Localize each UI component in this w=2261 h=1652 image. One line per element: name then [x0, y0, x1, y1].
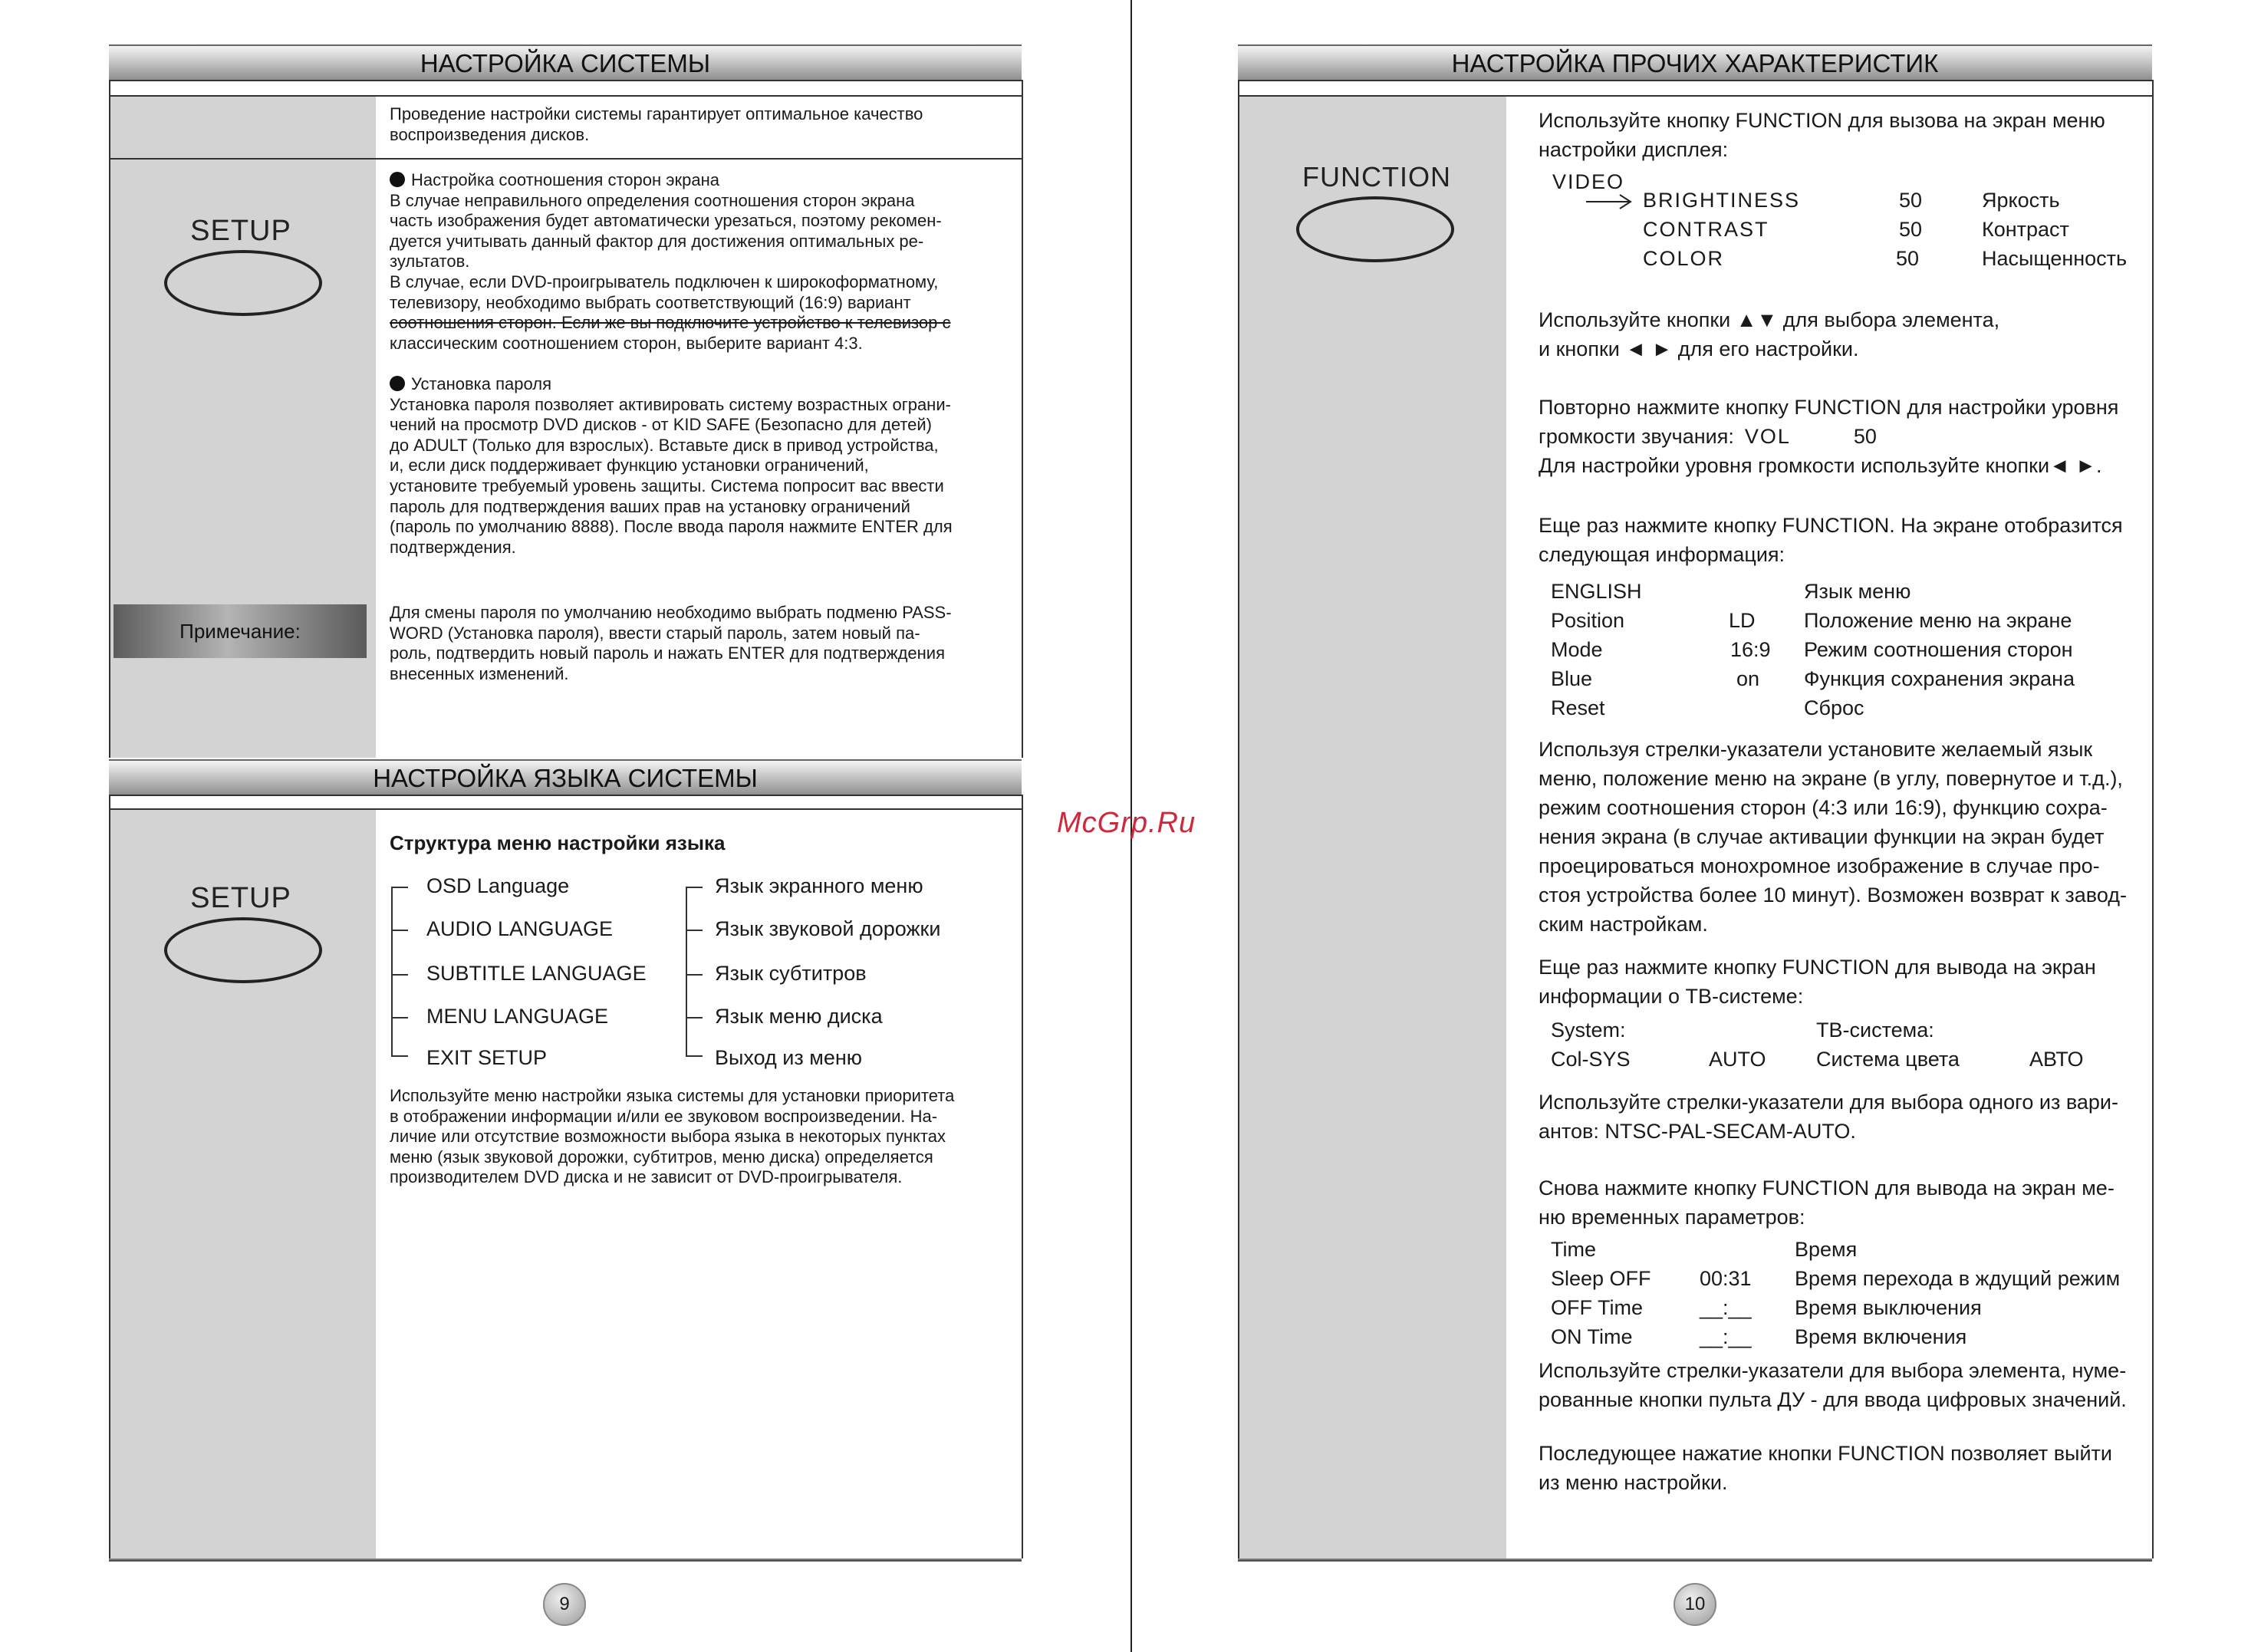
- text-line: Используйте кнопку FUNCTION для вызова на экран меню: [1539, 109, 2105, 132]
- language-settings-title: НАСТРОЙКА ЯЗЫКА СИСТЕМЫ: [373, 764, 758, 792]
- setup-button-icon: [164, 917, 322, 983]
- text-line: Используйте стрелки-указатели для выбора одного из вари-: [1539, 1091, 2118, 1114]
- text-line: производителем DVD диска и не зависит от DVD-проигрывателя.: [390, 1167, 903, 1187]
- colsys-label: Col-SYS: [1551, 1048, 1631, 1071]
- text-line: Для смены пароля по умолчанию необходимо выбрать подменю PASS-: [390, 603, 952, 622]
- text-line: Используйте меню настройки языка системы для установки приоритета: [390, 1086, 955, 1105]
- text-line: Установка пароля позволяет активировать систему возрастных ограни-: [390, 394, 951, 414]
- paragraph: [1539, 1439, 2152, 1497]
- text-line: стоя устройства более 10 минут). Возможен возврат к завод-: [1539, 884, 2127, 907]
- text-line: классическим соотношением сторон, выберите вариант 4:3.: [390, 333, 863, 353]
- other-settings-title: НАСТРОЙКА ПРОЧИХ ХАРАКТЕРИСТИК: [1451, 49, 1939, 77]
- aspect-section: [390, 170, 1019, 354]
- text-line: Используйте стрелки-указатели для выбора элемента, нуме-: [1539, 1359, 2127, 1382]
- setup-button-icon: [164, 250, 322, 316]
- tree-line: [391, 887, 393, 1055]
- page-number: 9: [543, 1583, 586, 1626]
- tree-line: [686, 1055, 703, 1057]
- paragraph: [1539, 1356, 2152, 1414]
- text-line: ню временных параметров:: [1539, 1206, 1805, 1229]
- colsys-value: AUTO: [1709, 1048, 1766, 1071]
- system-settings-title: НАСТРОЙКА СИСТЕМЫ: [420, 49, 711, 77]
- text-line: информации о ТВ-системе:: [1539, 985, 1804, 1008]
- struck-text-line: соотношения сторон. Если же вы подключите устройство к телевизор с: [390, 313, 951, 333]
- text-line: режим соотношения сторон (4:3 или 16:9), функцию сохра-: [1539, 796, 2108, 819]
- text-line: Еще раз нажмите кнопку FUNCTION. На экране отобразится: [1539, 514, 2123, 537]
- vol-label: VOL: [1744, 425, 1791, 448]
- colsys-ru: Система цвета: [1816, 1048, 1960, 1071]
- contrast-value: 50: [1899, 218, 1923, 241]
- text-line: Используя стрелки-указатели установите желаемый язык: [1539, 738, 2093, 761]
- osd-blue-value: on: [1736, 667, 1760, 690]
- menu-item-subtitle-language-ru: Язык субтитров: [715, 962, 867, 985]
- text-line: подтверждения.: [390, 537, 516, 557]
- text-line: В случае неправильного определения соотношения сторон экрана: [390, 190, 915, 210]
- paragraph: [1539, 1088, 2152, 1146]
- osd-blue-ru: Функция сохранения экрана: [1804, 667, 2075, 690]
- brightness-value: 50: [1899, 189, 1923, 212]
- watermark: McGrp.Ru: [1057, 807, 1196, 839]
- text-line: до ADULT (Только для взрослых). Вставьте диск в привод устройства,: [390, 435, 939, 455]
- tree-line: [391, 887, 408, 888]
- password-section: [390, 374, 1019, 558]
- paragraph: [1539, 1173, 2152, 1232]
- text-line: настройки дисплея:: [1539, 138, 1729, 161]
- text-line: зультатов.: [390, 252, 470, 271]
- time-ru: Время: [1795, 1238, 1858, 1261]
- text-line: WORD (Установка пароля), ввести старый пароль, затем новый па-: [390, 623, 920, 643]
- on-time-ru: Время включения: [1795, 1325, 1967, 1348]
- on-time-label: ON Time: [1551, 1325, 1633, 1348]
- tree-line: [686, 1017, 703, 1019]
- menu-item-osd-language: OSD Language: [426, 874, 570, 897]
- text-line: роль, подтвердить новый пароль и нажать ENTER для подтверждения: [390, 643, 946, 663]
- osd-reset-label: Reset: [1551, 696, 1605, 719]
- color-ru: Насыщенность: [1982, 247, 2128, 270]
- paragraph: [1539, 735, 2152, 939]
- osd-blue-label: Blue: [1551, 667, 1593, 690]
- menu-item-audio-language-ru: Язык звуковой дорожки: [715, 917, 941, 940]
- setup-button-label: SETUP: [190, 215, 291, 247]
- text-line: Повторно нажмите кнопку FUNCTION для настройки уровня: [1539, 396, 2119, 419]
- intro-text: Проведение настройки системы гарантирует оптимальное качество воспроизведения дисков.: [390, 104, 923, 144]
- brightness-label: BRIGHTINESS: [1643, 189, 1801, 212]
- divider: [109, 158, 1022, 160]
- osd-reset-ru: Сброс: [1804, 696, 1864, 719]
- text-line: В случае, если DVD-проигрыватель подключен к широкоформатному,: [390, 271, 939, 291]
- tree-line: [391, 974, 408, 976]
- language-settings-header: [109, 759, 1022, 796]
- sleep-off-value: 00:31: [1700, 1267, 1752, 1290]
- text-line: антов: NTSC-PAL-SECAM-AUTO.: [1539, 1120, 1856, 1143]
- text-line: часть изображения будет автоматически урезаться, поэтому рекомен-: [390, 211, 942, 231]
- note-label: Примечание:: [114, 604, 367, 658]
- text-line: Последующее нажатие кнопки FUNCTION позволяет выйти: [1539, 1442, 2112, 1465]
- text-line: личие или отсутствие возможности выбора языка в некоторых пунктах: [390, 1127, 946, 1147]
- text-line: рованные кнопки пульта ДУ - для ввода цифровых значений.: [1539, 1388, 2127, 1411]
- page-number: 10: [1674, 1583, 1716, 1626]
- page-bottom-border: [109, 1558, 1022, 1562]
- divider: [1238, 95, 2152, 97]
- function-button-icon: [1296, 196, 1454, 262]
- osd-english-label: ENGLISH: [1551, 580, 1642, 603]
- paragraph: [1539, 393, 2152, 480]
- divider: [109, 808, 1022, 810]
- text-line: и кнопки ◄ ► для его настройки.: [1539, 337, 1859, 360]
- color-value: 50: [1896, 247, 1920, 270]
- contrast-ru: Контраст: [1982, 218, 2069, 241]
- osd-position-value: LD: [1729, 609, 1756, 632]
- setup-button-label: SETUP: [190, 882, 291, 914]
- paragraph: [1539, 953, 2152, 1011]
- menu-item-exit-setup-ru: Выход из меню: [715, 1046, 862, 1069]
- text-line: нения экрана (в случае активации функции на экран будет: [1539, 825, 2105, 848]
- osd-mode-label: Mode: [1551, 638, 1603, 661]
- osd-english-ru: Язык меню: [1804, 580, 1911, 603]
- text-line: Еще раз нажмите кнопку FUNCTION для вывода на экран: [1539, 956, 2096, 979]
- sleep-off-ru: Время перехода в ждущий режим: [1795, 1267, 2121, 1290]
- off-time-label: OFF Time: [1551, 1296, 1643, 1319]
- video-label: VIDEO: [1552, 170, 1625, 193]
- other-settings-header: [1238, 44, 2152, 81]
- password-title: Установка пароля: [411, 374, 551, 393]
- tree-line: [686, 887, 687, 1055]
- text-line: следующая информация:: [1539, 543, 1785, 566]
- arrow-right-icon: [1586, 193, 1635, 210]
- text-line: установите требуемый уровень защиты. Система попросит вас ввести: [390, 476, 944, 495]
- system-ru: ТВ-система:: [1816, 1019, 1934, 1042]
- on-time-value: __:__: [1700, 1325, 1752, 1348]
- menu-item-menu-language-ru: Язык меню диска: [715, 1005, 883, 1028]
- text-line: из меню настройки.: [1539, 1471, 1728, 1494]
- osd-mode-ru: Режим соотношения сторон: [1804, 638, 2073, 661]
- function-button-label: FUNCTION: [1302, 161, 1451, 193]
- menu-item-menu-language: MENU LANGUAGE: [426, 1005, 609, 1028]
- brightness-ru: Яркость: [1982, 189, 2060, 212]
- paragraph: [1539, 106, 2144, 164]
- tree-line: [391, 1055, 408, 1057]
- bullet-icon: [390, 172, 405, 187]
- system-label: System:: [1551, 1019, 1626, 1042]
- language-menu-title: Структура меню настройки языка: [390, 831, 726, 854]
- off-time-value: __:__: [1700, 1296, 1752, 1319]
- vol-value: 50: [1853, 425, 1877, 448]
- sleep-off-label: Sleep OFF: [1551, 1267, 1651, 1290]
- color-label: COLOR: [1643, 247, 1725, 270]
- text-line: Снова нажмите кнопку FUNCTION для вывода на экран ме-: [1539, 1176, 2115, 1200]
- colsys-value-ru: АВТО: [2029, 1048, 2084, 1071]
- tree-line: [391, 1017, 408, 1019]
- tree-line: [686, 887, 703, 888]
- text-line: меню, положение меню на экране (в углу, повернутое и т.д.),: [1539, 767, 2123, 790]
- menu-item-subtitle-language: SUBTITLE LANGUAGE: [426, 962, 647, 985]
- text-line: Используйте кнопки ▲▼ для выбора элемента,: [1539, 308, 2000, 331]
- tree-line: [686, 930, 703, 931]
- paragraph: [1539, 511, 2152, 569]
- text-line: Для настройки уровня громкости используйте кнопки◄ ►.: [1539, 454, 2102, 477]
- osd-position-label: Position: [1551, 609, 1625, 632]
- page-bottom-border: [1238, 1558, 2152, 1562]
- text-line: в отображении информации и/или ее звуковом воспроизведении. На-: [390, 1106, 938, 1126]
- system-settings-header: [109, 44, 1022, 81]
- text-line: телевизору, необходимо выбрать соответствующий (16:9) вариант: [390, 292, 911, 312]
- tree-line: [391, 930, 408, 931]
- osd-mode-value: 16:9: [1730, 638, 1771, 661]
- osd-position-ru: Положение меню на экране: [1804, 609, 2072, 632]
- bullet-icon: [390, 376, 405, 391]
- aspect-title: Настройка соотношения сторон экрана: [411, 170, 719, 189]
- menu-item-osd-language-ru: Язык экранного меню: [715, 874, 923, 897]
- text-line: проецироваться монохромное изображение в случае про-: [1539, 854, 2100, 877]
- text-line: чений на просмотр DVD дисков - от KID SAFE (Безопасно для детей): [390, 415, 933, 435]
- contrast-label: CONTRAST: [1643, 218, 1769, 241]
- menu-item-audio-language: AUDIO LANGUAGE: [426, 917, 614, 940]
- text-line: меню (язык звуковой дорожки, субтитров, меню диска) определяется: [390, 1147, 933, 1167]
- text-line: (пароль по умолчанию 8888). После ввода пароля нажмите ENTER для: [390, 517, 953, 537]
- note-text: [390, 603, 1019, 684]
- off-time-ru: Время выключения: [1795, 1296, 1982, 1319]
- text-line: и, если диск поддерживает функцию установки ограничений,: [390, 456, 869, 476]
- language-description: [390, 1086, 1019, 1188]
- divider: [109, 95, 1022, 97]
- text-line: внесенных изменений.: [390, 663, 569, 683]
- paragraph: [1539, 305, 2144, 364]
- menu-item-exit-setup: EXIT SETUP: [426, 1046, 548, 1069]
- time-label: Time: [1551, 1238, 1596, 1261]
- text-line: дуется учитывать данный фактор для достижения оптимальных ре-: [390, 231, 924, 251]
- tree-line: [686, 974, 703, 976]
- text-line: громкости звучания:: [1539, 425, 1734, 448]
- text-line: ским настройкам.: [1539, 913, 1708, 936]
- text-line: пароль для подтверждения ваших прав на установку ограничений: [390, 496, 910, 516]
